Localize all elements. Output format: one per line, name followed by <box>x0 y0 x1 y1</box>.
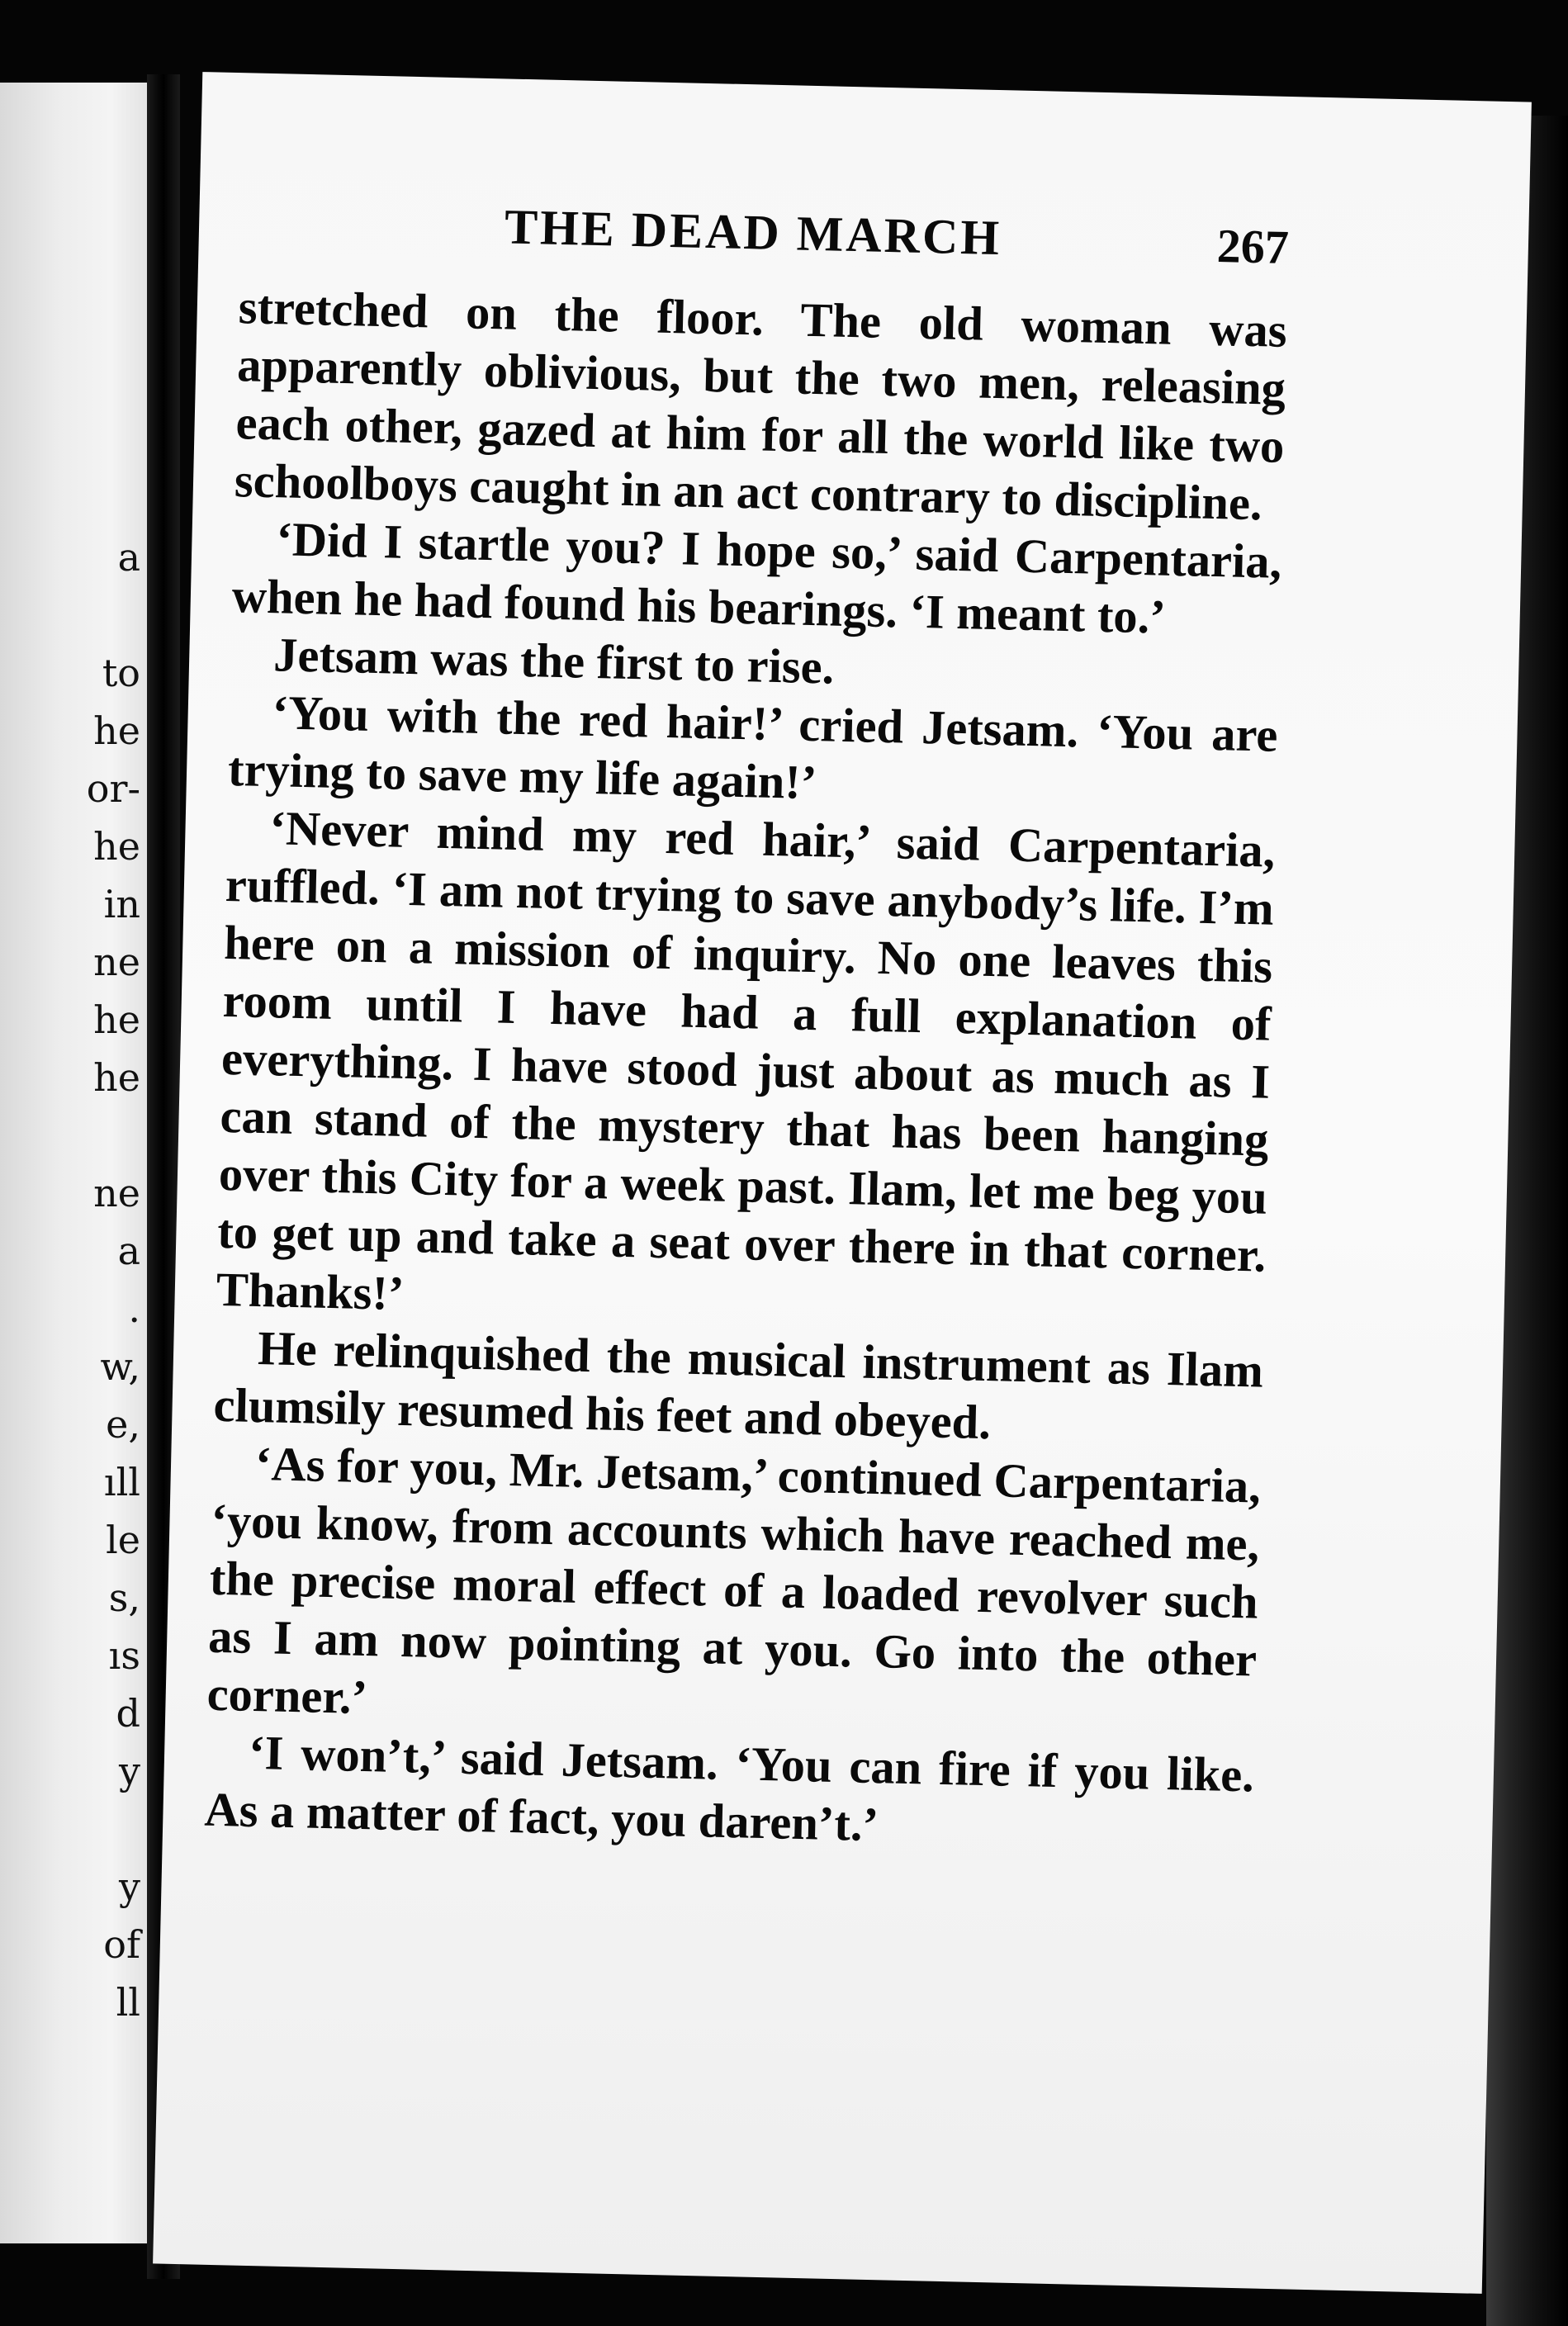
paragraph: ‘You with the red hair!’ cried Jetsam. ‘You are trying to save my life again!’ <box>227 685 1279 810</box>
fragment-line <box>0 1106 140 1164</box>
paragraph: Jetsam was the first to rise. <box>272 628 835 694</box>
fragment-line: a <box>117 1229 140 1273</box>
paragraph: ‘Never mind my red hair,’ said Carpentaria, ruffled. ‘I am not trying to save anybody’s life. I’m here on a mission of inquiry. No one leaves this room until I have had a full explanation of everything. I have stood just about as much as I can stand of the mystery that has been hanging over this City for a week past. Ilam, let me beg you to get up and take a seat over there in that corner. Thanks!’ <box>216 801 1276 1320</box>
fragment-line: le <box>106 1518 140 1562</box>
page-content <box>204 192 1290 1862</box>
fragment-line: he <box>93 824 140 869</box>
fragment-line: or- <box>86 766 140 811</box>
fragment-line: in <box>103 882 140 926</box>
fragment-line: . <box>128 1286 140 1331</box>
previous-page-text-fragments <box>0 528 140 2031</box>
fragment-line: ll <box>116 1980 140 2025</box>
fragment-line: he <box>93 1055 140 1100</box>
fragment-line: he <box>93 708 140 753</box>
paragraph: He relinquished the musical instrument as Ilam clumsily resumed his feet and obeyed. <box>212 1321 1264 1450</box>
fragment-line: y <box>119 1749 140 1793</box>
fragment-line: e, <box>106 1402 140 1447</box>
fragment-line: y <box>119 1864 140 1909</box>
fragment-line: ıs <box>108 1633 140 1678</box>
paragraph: ‘I won’t,’ said Jetsam. ‘You can fire if you like. As a matter of fact, you daren’t.’ <box>203 1725 1255 1852</box>
paragraph: stretched on the floor. The old woman was apparently oblivious, but the two men, releasing each other, gazed at him for all the world like two schoolboys caught in an act contrary to discipline. <box>234 280 1288 531</box>
book-page <box>153 72 1532 2294</box>
fragment-line: to <box>102 651 140 695</box>
fragment-line: ıll <box>103 1460 140 1504</box>
running-head-title: THE DEAD MARCH <box>504 199 1002 266</box>
fragment-line: a <box>117 535 140 580</box>
fragment-line: ne <box>93 940 140 984</box>
paragraph: ‘Did I startle you? I hope so,’ said Carpentaria, when he had found his bearings. ‘I meant to.’ <box>231 512 1282 644</box>
fragment-line: s, <box>108 1575 140 1620</box>
fragment-line <box>0 1800 140 1858</box>
fragment-line: d <box>116 1691 140 1736</box>
previous-page-edge <box>0 83 149 2243</box>
fragment-line: of <box>103 1922 140 1967</box>
paragraph: ‘As for you, Mr. Jetsam,’ continued Carpentaria, ‘you know, from accounts which have reached me, the precise moral effect of a loaded revolver such as I am now pointing at you. Go into the other corner.’ <box>206 1436 1262 1725</box>
page-number: 267 <box>1216 219 1290 274</box>
fragment-line <box>0 586 140 644</box>
body-text <box>204 278 1288 1862</box>
fragment-line: ne <box>93 1171 140 1215</box>
fragment-line: w, <box>100 1344 140 1389</box>
fragment-line: he <box>93 997 140 1042</box>
